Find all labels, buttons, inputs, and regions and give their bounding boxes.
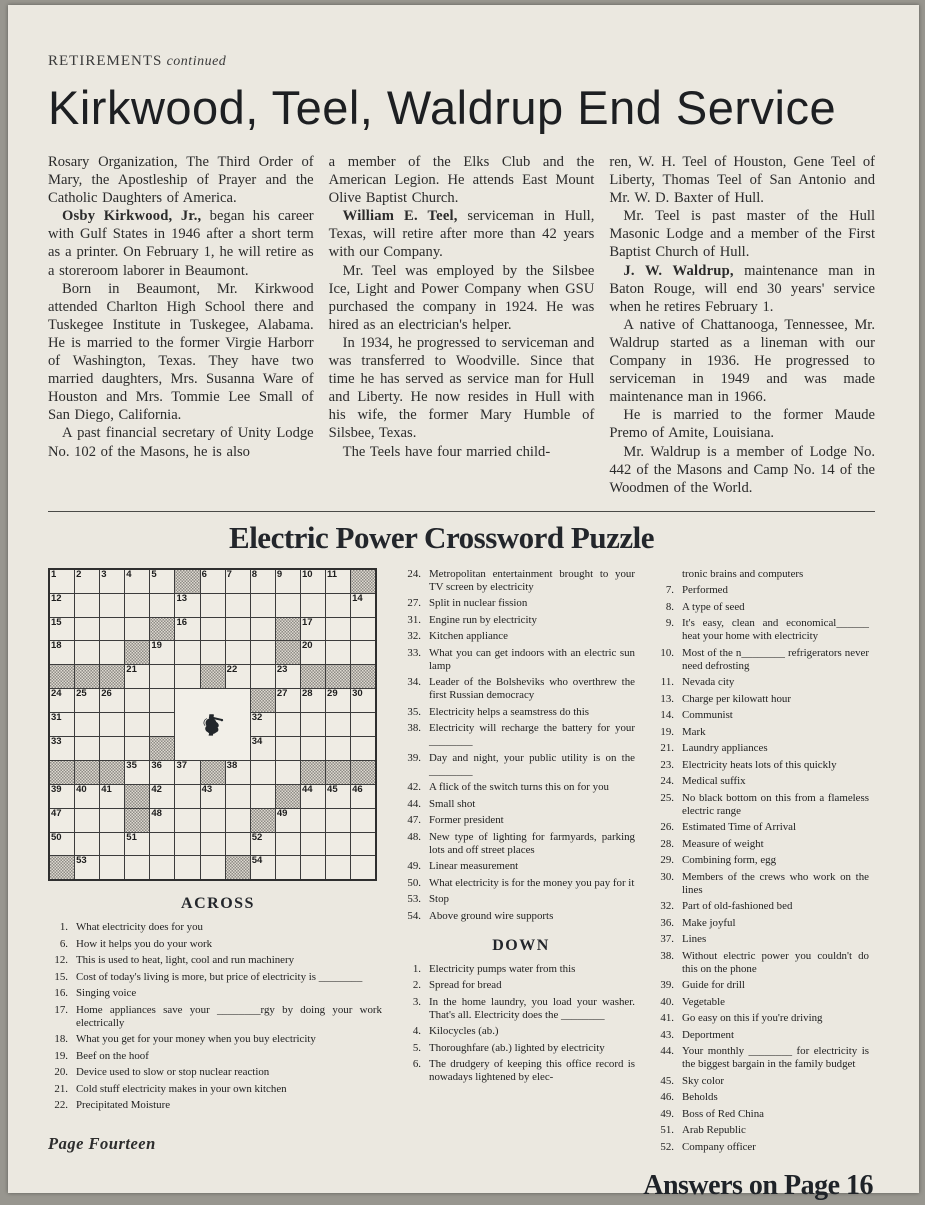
article-paragraph: Mr. Teel is past master of the Hull Masonic Lodge and a member of the First Baptist Church of Hull. xyxy=(609,208,876,261)
grid-cell: 26 xyxy=(100,689,125,713)
grid-cell: 38 xyxy=(225,760,250,784)
grid-cell xyxy=(275,760,300,784)
clue-item: 15. Cost of today's living is more, but price of electricity is ________ xyxy=(54,970,363,983)
grid-cell: 14 xyxy=(351,593,377,617)
grid-cell: 9 xyxy=(275,569,300,593)
grid-cell xyxy=(175,784,200,808)
grid-cell xyxy=(326,856,351,880)
grid-cell: 18 xyxy=(49,641,75,665)
grid-cell xyxy=(175,808,200,832)
clue-item: 9. It's easy, clean and economical______ heat your home with electricity xyxy=(665,617,869,643)
crossword-section xyxy=(48,568,875,1202)
black-square xyxy=(250,808,275,832)
clue-item: 35. Electricity helps a seamstress do this xyxy=(407,705,589,718)
grid-cell xyxy=(326,808,351,832)
grid-cell: 8 xyxy=(250,569,275,593)
grid-cell xyxy=(275,856,300,880)
clue-item: tronic brains and computers xyxy=(682,567,804,580)
grid-cell: 49 xyxy=(275,808,300,832)
black-square xyxy=(200,760,225,784)
black-square xyxy=(150,617,175,641)
grid-cell xyxy=(250,665,275,689)
grid-cell: 27 xyxy=(275,689,300,713)
grid-cell: 10 xyxy=(300,569,325,593)
black-square xyxy=(300,760,325,784)
grid-cell: 29 xyxy=(326,689,351,713)
grid-cell xyxy=(100,832,125,856)
black-square xyxy=(125,784,150,808)
kicker-note: continued xyxy=(166,54,227,69)
grid-cell xyxy=(326,617,351,641)
grid-cell: 21 xyxy=(125,665,150,689)
clue-item: 16. Singing voice xyxy=(54,987,137,1000)
grid-cell: 1 xyxy=(49,569,75,593)
grid-cell xyxy=(75,593,100,617)
grid-cell: 40 xyxy=(75,784,100,808)
clue-item: 19. Mark xyxy=(660,725,706,738)
grid-cell xyxy=(100,808,125,832)
clue-item: 29. Combining form, egg xyxy=(660,854,777,867)
clue-item: 28. Measure of weight xyxy=(660,837,764,850)
black-square xyxy=(49,665,75,689)
grid-cell xyxy=(175,641,200,665)
clue-item: 11. Nevada city xyxy=(660,676,735,689)
grid-cell: 2 xyxy=(75,569,100,593)
section-kicker xyxy=(48,53,875,70)
grid-cell xyxy=(75,641,100,665)
grid-cell xyxy=(200,641,225,665)
across-header: ACROSS xyxy=(181,895,255,913)
grid-cell: 20 xyxy=(300,641,325,665)
black-square xyxy=(225,856,250,880)
grid-cell: 16 xyxy=(175,617,200,641)
black-square xyxy=(275,784,300,808)
clue-item: 18. What you get for your money when you buy electricity xyxy=(54,1033,316,1046)
article-paragraph: Osby Kirkwood, Jr., began his career with Gulf States in 1946 after a short term as a printer. On February 1, he will retire as a storeroom laborer in Beaumont. xyxy=(48,208,314,279)
grid-cell: 22 xyxy=(225,665,250,689)
clue-item: 32. Part of old-fashioned bed xyxy=(660,900,793,913)
article-paragraph: William E. Teel, serviceman in Hull, Texas, will retire after more than 42 years with our Company. xyxy=(328,208,595,261)
clue-item: 27. Split in nuclear fission xyxy=(407,597,528,610)
grid-cell: 47 xyxy=(49,808,75,832)
down-clue-list xyxy=(401,963,641,1085)
clue-item: 21. Laundry appliances xyxy=(660,742,768,755)
grid-cell xyxy=(275,713,300,737)
grid-cell xyxy=(75,617,100,641)
kicker-label: RETIREMENTS xyxy=(48,53,163,69)
black-square xyxy=(100,760,125,784)
article-paragraph: ren, W. H. Teel of Houston, Gene Teel of Liberty, Thomas Teel of San Antonio and Mr. W. D. Baxter of Hull. xyxy=(609,154,876,207)
grid-cell: 15 xyxy=(49,617,75,641)
grid-cell xyxy=(326,737,351,761)
grid-cell xyxy=(275,832,300,856)
black-square xyxy=(175,569,200,593)
grid-cell: 43 xyxy=(200,784,225,808)
grid-cell xyxy=(250,593,275,617)
black-square xyxy=(275,641,300,665)
page-headline: Kirkwood, Teel, Waldrup End Service xyxy=(48,81,837,134)
crossword-left-column xyxy=(48,568,388,1202)
clue-item: 20. Device used to slow or stop nuclear reaction xyxy=(54,1066,270,1079)
grid-cell xyxy=(100,593,125,617)
grid-cell xyxy=(150,713,175,737)
black-square xyxy=(49,760,75,784)
grid-cell xyxy=(351,617,377,641)
black-square xyxy=(75,665,100,689)
grid-cell: 24 xyxy=(49,689,75,713)
clue-item: 44. Small shot xyxy=(407,797,476,810)
clue-item: 3. In the home laundry, you load your washer. That's all. Electricity does the ________ xyxy=(412,995,635,1021)
down-header: DOWN xyxy=(492,936,550,954)
clue-item: 31. Engine run by electricity xyxy=(407,613,537,626)
grid-cell xyxy=(326,641,351,665)
grid-cell xyxy=(200,808,225,832)
article-paragraph: a member of the Elks Club and the American Legion. He attends East Mount Olive Baptist Church. xyxy=(328,154,595,207)
clue-item: 22. Precipitated Moisture xyxy=(54,1099,171,1112)
black-square xyxy=(125,808,150,832)
grid-cell: 12 xyxy=(49,593,75,617)
grid-cell xyxy=(351,832,377,856)
clue-item: 54. Above ground wire supports xyxy=(407,909,554,922)
grid-cell: 45 xyxy=(326,784,351,808)
grid-cell: 30 xyxy=(351,689,377,713)
section-divider xyxy=(48,511,875,512)
grid-cell: 42 xyxy=(150,784,175,808)
grid-cell xyxy=(326,713,351,737)
grid-cell: 11 xyxy=(326,569,351,593)
grid-cell xyxy=(125,737,150,761)
black-square xyxy=(125,641,150,665)
grid-cell xyxy=(300,856,325,880)
grid-cell: 31 xyxy=(49,713,75,737)
black-square xyxy=(351,760,377,784)
clue-item: 43. Deportment xyxy=(660,1028,735,1041)
grid-cell xyxy=(75,808,100,832)
grid-cell xyxy=(326,593,351,617)
clue-item: 34. Leader of the Bolsheviks who overthrew the first Russian democracy xyxy=(407,676,635,702)
article-body xyxy=(48,153,875,497)
grid-cell: 54 xyxy=(250,856,275,880)
grid-cell: 37 xyxy=(175,760,200,784)
grid-cell xyxy=(250,641,275,665)
clue-item: 6. The drudgery of keeping this office record is nowadays lightened by elec- xyxy=(412,1058,635,1084)
clue-item: 24. Medical suffix xyxy=(660,775,746,788)
magazine-page xyxy=(8,5,919,1201)
clue-item: 25. No black bottom on this from a flameless electric range xyxy=(660,791,869,817)
grid-cell xyxy=(225,641,250,665)
page-number: Page Fourteen xyxy=(48,1134,156,1154)
grid-cell xyxy=(351,856,377,880)
grid-cell: 46 xyxy=(351,784,377,808)
grid-cell xyxy=(150,856,175,880)
crossword-right-column xyxy=(643,567,875,1202)
grid-cell: 48 xyxy=(150,808,175,832)
grid-cell: 39 xyxy=(49,784,75,808)
black-square xyxy=(49,856,75,880)
grid-cell xyxy=(125,856,150,880)
grid-cell: 3 xyxy=(100,569,125,593)
grid-cell: 17 xyxy=(300,617,325,641)
grid-cell xyxy=(75,832,100,856)
grid-cell: 32 xyxy=(250,713,275,737)
grid-cell xyxy=(300,593,325,617)
black-square xyxy=(200,665,225,689)
grid-cell xyxy=(250,760,275,784)
clue-item: 41. Go easy on this if you're driving xyxy=(660,1012,823,1025)
clue-item: 14. Communist xyxy=(660,709,733,722)
grid-cell xyxy=(125,713,150,737)
grid-cell xyxy=(351,713,377,737)
clue-item: 39. Guide for drill xyxy=(660,979,745,992)
grid-cell: 52 xyxy=(250,832,275,856)
grid-cell xyxy=(200,832,225,856)
grid-cell xyxy=(225,617,250,641)
grid-cell: 35 xyxy=(125,760,150,784)
grid-cell xyxy=(225,784,250,808)
clue-item: 45. Sky color xyxy=(660,1074,725,1087)
article-paragraph: The Teels have four married child- xyxy=(342,443,551,460)
clue-item: 49. Linear measurement xyxy=(407,860,519,873)
grid-cell: 28 xyxy=(300,689,325,713)
grid-cell xyxy=(225,808,250,832)
clue-item: 24. Metropolitan entertainment brought to your TV screen by electricity xyxy=(407,567,635,593)
article-paragraph: J. W. Waldrup, maintenance man in Baton Rouge, will end 30 years' service when he retires February 1. xyxy=(609,262,876,315)
black-square xyxy=(275,617,300,641)
grid-cell xyxy=(150,665,175,689)
grid-cell: 13 xyxy=(175,593,200,617)
grid-cell xyxy=(300,808,325,832)
black-square xyxy=(150,737,175,761)
clue-item: 44. Your monthly ________ for electricity is the biggest bargain in the family budget xyxy=(660,1045,869,1071)
grid-cell xyxy=(300,713,325,737)
crossword-title: Electric Power Crossword Puzzle xyxy=(229,519,654,555)
clue-item: 48. New type of lighting for farmyards, parking lots and off street places xyxy=(407,830,635,856)
clue-item: 40. Vegetable xyxy=(660,995,725,1008)
clue-item: 51. Arab Republic xyxy=(660,1124,746,1137)
grid-cell xyxy=(351,641,377,665)
clue-item: 19. Beef on the hoof xyxy=(54,1049,149,1062)
grid-cell: 36 xyxy=(150,760,175,784)
crossword-middle-column xyxy=(401,568,641,1202)
clue-item: 13. Charge per kilowatt hour xyxy=(660,692,791,705)
grid-cell: 5 xyxy=(150,569,175,593)
black-square xyxy=(326,760,351,784)
article-column-2 xyxy=(329,153,595,497)
grid-cell: 7 xyxy=(225,569,250,593)
grid-cell xyxy=(175,832,200,856)
grid-cell xyxy=(225,593,250,617)
clue-item: 1. Electricity pumps water from this xyxy=(412,962,576,975)
grid-cell xyxy=(75,737,100,761)
clue-item: 47. Former president xyxy=(407,814,504,827)
grid-cell xyxy=(250,617,275,641)
grid-cell xyxy=(200,593,225,617)
black-square xyxy=(351,569,377,593)
clue-item: 39. Day and night, your public utility is on the ________ xyxy=(407,751,635,777)
black-square xyxy=(351,665,377,689)
grid-cell: 33 xyxy=(49,737,75,761)
grid-cell xyxy=(75,713,100,737)
article-paragraph: Mr. Teel was employed by the Silsbee Ice, Light and Power Company when GSU purchased the company in 1924. He was hired as an electrician's helper. xyxy=(328,262,595,333)
grid-cell xyxy=(100,737,125,761)
grid-cell xyxy=(150,832,175,856)
grid-cell: 19 xyxy=(150,641,175,665)
down-clue-list-continued xyxy=(654,568,875,1154)
grid-cell: 4 xyxy=(125,569,150,593)
clue-item: 23. Electricity heats lots of this quickly xyxy=(660,758,837,771)
answers-note: Answers on Page 16 xyxy=(643,1169,873,1201)
clue-item: 2. Spread for bread xyxy=(412,979,502,992)
grid-cell xyxy=(125,689,150,713)
grid-cell xyxy=(250,784,275,808)
grid-cell: 50 xyxy=(49,832,75,856)
across-clue-list xyxy=(48,921,388,1112)
grid-cell xyxy=(326,832,351,856)
clue-item: 52. Company officer xyxy=(660,1140,756,1153)
grid-cell xyxy=(200,856,225,880)
article-column-1 xyxy=(48,153,314,497)
black-square xyxy=(250,689,275,713)
clue-item: 8. A type of seed xyxy=(665,600,745,613)
clue-item: 30. Members of the crews who work on the lines xyxy=(660,870,869,896)
clue-item: 1. What electricity does for you xyxy=(59,921,204,934)
article-paragraph: He is married to the former Maude Premo of Amite, Louisiana. xyxy=(609,407,876,442)
clue-item: 42. A flick of the switch turns this on for you xyxy=(407,781,609,794)
grid-cell xyxy=(351,737,377,761)
grid-cell xyxy=(100,641,125,665)
grid-cell xyxy=(150,593,175,617)
clue-item: 10. Most of the n________ refrigerators never need defrosting xyxy=(660,646,869,672)
grid-cell: 41 xyxy=(100,784,125,808)
grid-cell: 51 xyxy=(125,832,150,856)
article-paragraph: Rosary Organization, The Third Order of Mary, the Apostleship of Prayer and the Catholic Daughters of America. xyxy=(48,154,314,207)
clue-item: 7. Performed xyxy=(665,584,728,597)
clue-item: 5. Thoroughfare (ab.) lighted by electricity xyxy=(412,1041,605,1054)
grid-cell xyxy=(175,856,200,880)
clue-item: 46. Beholds xyxy=(660,1091,718,1104)
clue-item: 12. This is used to heat, light, cool and run machinery xyxy=(54,954,295,967)
clue-item: 33. What you can get indoors with an electric sun lamp xyxy=(407,646,635,672)
article-paragraph: A native of Chattanooga, Tennessee, Mr. Waldrup started as a lineman with our Company in 1936. He progressed to serviceman in 1949 and was made maintenance man in 1966. xyxy=(609,316,876,406)
crossword-illustration-cell xyxy=(175,689,250,761)
black-square xyxy=(100,665,125,689)
grid-cell xyxy=(100,713,125,737)
article-paragraph: Mr. Waldrup is a member of Lodge No. 442 of the Masons and Camp No. 14 of the Woodmen of the World. xyxy=(609,443,876,496)
grid-cell xyxy=(275,593,300,617)
black-square xyxy=(326,665,351,689)
clue-item: 17. Home appliances save your ________rgy by doing your work electrically xyxy=(54,1003,382,1029)
clue-item: 36. Make joyful xyxy=(660,916,736,929)
grid-cell xyxy=(175,665,200,689)
crossword-grid xyxy=(48,568,377,882)
clue-item: 4. Kilocycles (ab.) xyxy=(412,1025,499,1038)
clue-item: 50. What electricity is for the money you pay for it xyxy=(407,876,635,889)
article-paragraph: In 1934, he progressed to serviceman and was transferred to Woodville. Since that time he has served as service man for Hull and Liberty. He now resides in Hull with his wife, the former Mary Humble of Silsbee, Texas. xyxy=(328,334,595,442)
grid-cell: 44 xyxy=(300,784,325,808)
black-square xyxy=(300,665,325,689)
article-paragraph: A past financial secretary of Unity Lodge No. 102 of the Masons, he is also xyxy=(48,425,314,460)
grid-cell: 34 xyxy=(250,737,275,761)
clue-item: 38. Without electric power you couldn't do this on the phone xyxy=(660,949,869,975)
black-square xyxy=(75,760,100,784)
grid-cell xyxy=(100,617,125,641)
grid-cell: 53 xyxy=(75,856,100,880)
clue-item: 26. Estimated Time of Arrival xyxy=(660,821,797,834)
grid-cell xyxy=(225,832,250,856)
grid-cell xyxy=(100,856,125,880)
clue-item: 53. Stop xyxy=(407,893,449,906)
clue-item: 6. How it helps you do your work xyxy=(59,937,213,950)
clue-item: 21. Cold stuff electricity makes in your own kitchen xyxy=(54,1082,287,1095)
grid-cell xyxy=(150,689,175,713)
grid-cell: 6 xyxy=(200,569,225,593)
article-column-3 xyxy=(609,153,875,497)
grid-cell xyxy=(125,593,150,617)
grid-cell: 25 xyxy=(75,689,100,713)
grid-cell xyxy=(300,737,325,761)
clue-item: 32. Kitchen appliance xyxy=(407,630,508,643)
grid-cell xyxy=(275,737,300,761)
lineman-illustration xyxy=(175,713,249,736)
grid-cell xyxy=(351,808,377,832)
clue-item: 38. Electricity will recharge the battery for your ________ xyxy=(407,722,635,748)
clue-item: 49. Boss of Red China xyxy=(660,1107,764,1120)
clue-item: 37. Lines xyxy=(660,933,707,946)
grid-cell xyxy=(200,617,225,641)
grid-cell xyxy=(125,617,150,641)
grid-cell: 23 xyxy=(275,665,300,689)
article-paragraph: Born in Beaumont, Mr. Kirkwood attended Charlton High School there and Tuskegee Institute in Tuskegee, Alabama. He is married to the former Virgie Harborr of Washington, Texas. They have two married daughters, Mrs. Susanna Ware of Houston and Mrs. Tommie Lee Small of San Diego, California. xyxy=(48,280,314,424)
across-clue-list-continued xyxy=(401,568,641,923)
grid-cell xyxy=(300,832,325,856)
